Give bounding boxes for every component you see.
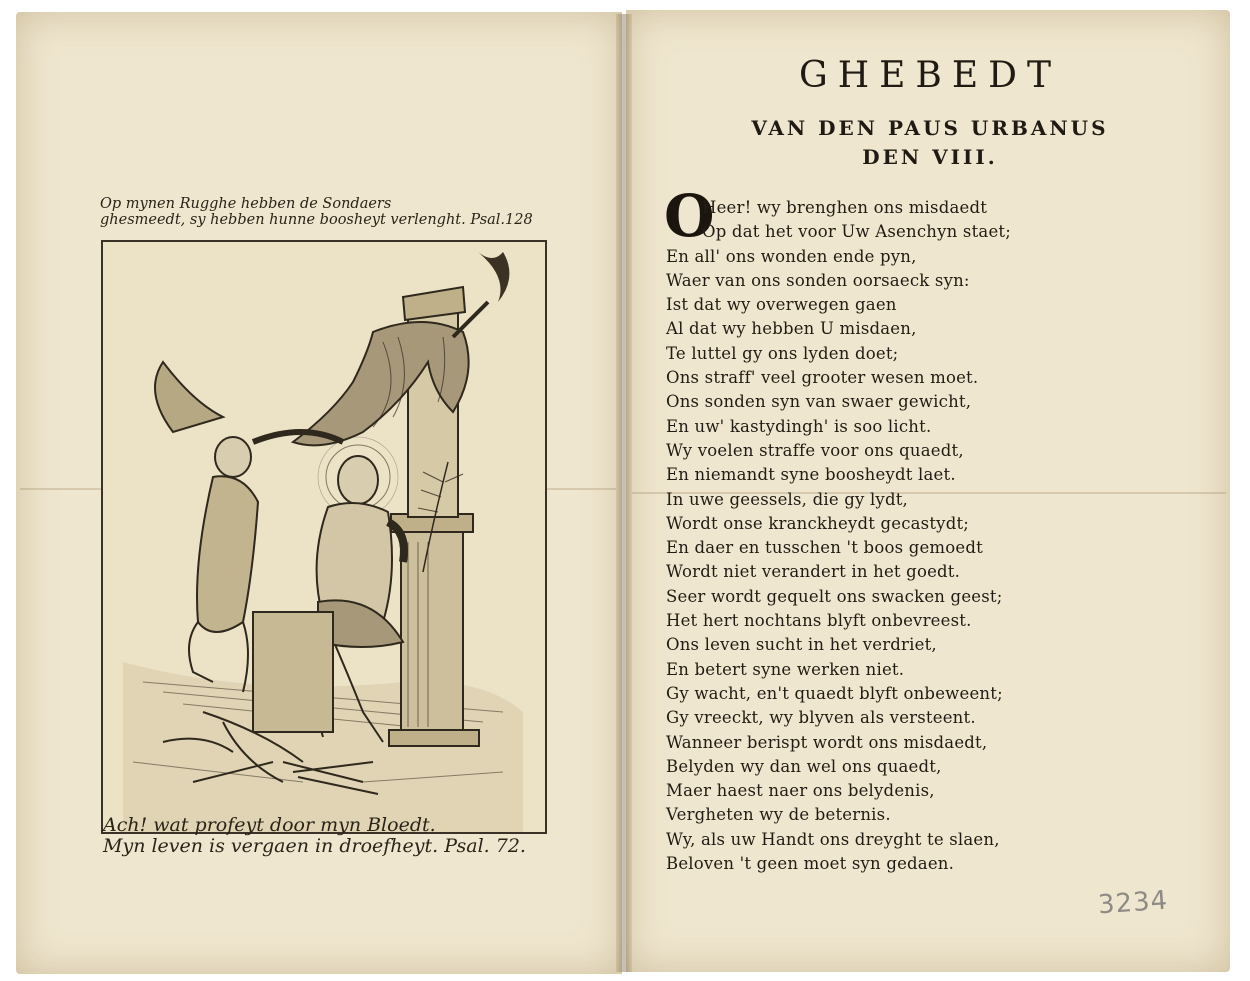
handwritten-inventory-number: 3234 <box>1097 885 1170 921</box>
verse-line: Gy wacht, en't quaedt blyft onbeweent; <box>666 683 1003 703</box>
verse-line: Ons straff' veel grooter wesen moet. <box>666 368 979 388</box>
prayer-verse <box>666 196 1226 876</box>
verse-line: Wy, als uw Handt ons dreyght te slaen, <box>666 829 1000 849</box>
verse-line: Maer haest naer ons belydenis, <box>666 781 935 801</box>
verse-line: Wy voelen straffe voor ons quaedt, <box>666 440 964 460</box>
prayer-subtitle: VAN DEN PAUS URBANUS <box>751 116 1109 140</box>
verse-line: Ist dat wy overwegen gaen <box>666 295 897 315</box>
verse-line: Te luttel gy ons lyden doet; <box>666 343 899 363</box>
verse-line: Beloven 't geen moet syn gedaen. <box>666 854 955 874</box>
prayer-subtitle-line-2: DEN VIII. <box>862 145 998 169</box>
verse-line: Wordt niet verandert in het goedt. <box>666 562 961 582</box>
verse-line: Het hert nochtans blyft onbevreest. <box>666 611 972 631</box>
verse-line: En betert syne werken niet. <box>666 659 905 679</box>
verse-line: En all' ons wonden ende pyn, <box>666 246 917 266</box>
verse-line: Waer van ons sonden oorsaeck syn: <box>666 270 970 290</box>
verse-line: Ons leven sucht in het verdriet, <box>666 635 937 655</box>
verse-line: Heer! wy brenghen ons misdaedt <box>702 198 988 217</box>
prayer-title: GHEBEDT <box>798 55 1062 96</box>
engraving-illustration <box>101 240 547 834</box>
engraving-caption-bottom <box>103 815 573 857</box>
verse-line: Gy vreeckt, wy blyven als versteent. <box>666 708 976 728</box>
verse-line: Vergheten wy de beternis. <box>666 805 891 825</box>
engraving-svg <box>103 242 545 832</box>
caption-top-line: Op mynen Rugghe hebben de Sondaers <box>100 196 392 212</box>
drop-cap-letter: O <box>664 182 715 250</box>
caption-bottom-line: Ach! wat profeyt door myn Bloedt. <box>103 814 436 836</box>
verse-line: En uw' kastydingh' is soo licht. <box>666 416 932 436</box>
verse-line: En niemandt syne boosheydt laet. <box>666 465 956 485</box>
verse-line: Wordt onse kranckheydt gecastydt; <box>666 513 970 533</box>
verse-line: In uwe geessels, die gy lydt, <box>666 489 908 509</box>
verse-line: En daer en tusschen 't boos gemoedt <box>666 538 983 558</box>
verse-line: Belyden wy dan wel ons quaedt, <box>666 756 942 776</box>
engraving-caption-top <box>100 196 570 228</box>
verse-line: Al dat wy hebben U misdaen, <box>666 319 917 339</box>
caption-bottom-line: Myn leven is vergaen in droefheyt. Psal. 72. <box>103 835 526 857</box>
caption-top-line: ghesmeedt, sy hebben hunne boosheyt verlenght. Psal.128 <box>100 212 533 228</box>
verse-line: Op dat het voor Uw Asenchyn staet; <box>702 222 1011 242</box>
verse-line: Ons sonden syn van swaer gewicht, <box>666 392 972 412</box>
verse-line: Seer wordt gequelt ons swacken geest; <box>666 586 1003 606</box>
verse-line: Wanneer berispt wordt ons misdaedt, <box>666 732 988 752</box>
